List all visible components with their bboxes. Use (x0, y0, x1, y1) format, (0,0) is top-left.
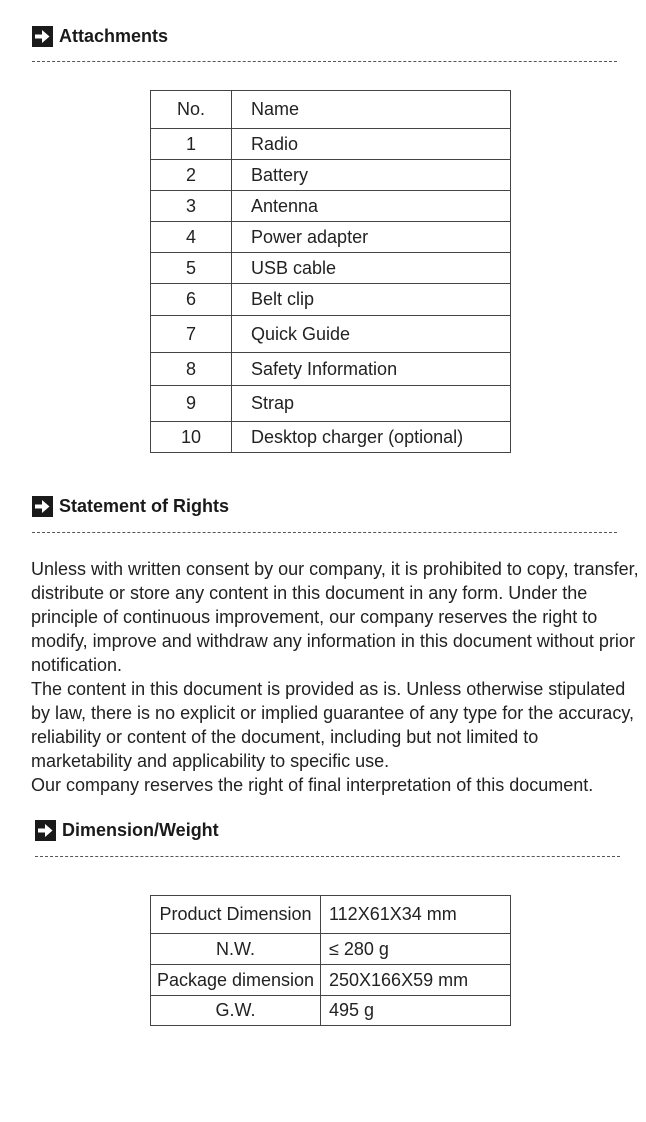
row-name: Power adapter (232, 222, 511, 253)
attachments-table (150, 90, 511, 453)
attachments-heading (32, 26, 168, 47)
row-number: 10 (151, 422, 232, 453)
section-title: Attachments (59, 26, 169, 46)
rights-paragraph: The content in this document is provided as is. Unless otherwise stipulated by law, there is no explicit or implied guarantee of any type for the accuracy, reliability or content of the document, including but not limited to marketability and applicability to specific use. (31, 679, 634, 771)
table-row (151, 996, 511, 1026)
row-name: Battery (232, 160, 511, 191)
arrow-right-icon (32, 26, 53, 47)
row-number: 4 (151, 222, 232, 253)
rights-statement (31, 557, 641, 797)
spec-label: G.W. (151, 996, 321, 1026)
row-name: Radio (232, 129, 511, 160)
arrow-right-icon (35, 820, 56, 841)
row-number: 1 (151, 129, 232, 160)
table-row (151, 129, 511, 160)
rights-paragraph: Unless with written consent by our company, it is prohibited to copy, transfer, distribute or store any content in this document in any form. Under the principle of continuous improvement, our company reserves the right to modify, improve and withdraw any information in this document without prior notification. (31, 559, 639, 675)
dashed-divider (35, 856, 620, 857)
section-title: Dimension/Weight (62, 820, 219, 840)
table-header-row (151, 91, 511, 129)
column-header-name: Name (232, 91, 511, 129)
table-row (151, 253, 511, 284)
table-row (151, 160, 511, 191)
column-header-no: No. (151, 91, 232, 129)
spec-value: 112X61X34 mm (321, 896, 511, 934)
row-name: USB cable (232, 253, 511, 284)
table-row (151, 896, 511, 934)
row-name: Strap (232, 386, 511, 422)
row-number: 6 (151, 284, 232, 316)
row-name: Safety Information (232, 353, 511, 386)
row-name: Antenna (232, 191, 511, 222)
row-number: 2 (151, 160, 232, 191)
row-number: 5 (151, 253, 232, 284)
arrow-right-icon (32, 496, 53, 517)
dimension-weight-table (150, 895, 511, 1026)
row-number: 3 (151, 191, 232, 222)
spec-value: 495 g (321, 996, 511, 1026)
table-row (151, 284, 511, 316)
table-row (151, 934, 511, 965)
table-row (151, 386, 511, 422)
table-row (151, 191, 511, 222)
section-title: Statement of Rights (59, 496, 230, 516)
table-row (151, 222, 511, 253)
row-name: Quick Guide (232, 316, 511, 353)
row-name: Belt clip (232, 284, 511, 316)
table-row (151, 316, 511, 353)
spec-label: Package dimension (151, 965, 321, 996)
dashed-divider (32, 61, 617, 62)
row-number: 8 (151, 353, 232, 386)
row-name: Desktop charger (optional) (232, 422, 511, 453)
row-number: 9 (151, 386, 232, 422)
dimension-heading (35, 820, 219, 841)
dashed-divider (32, 532, 617, 533)
spec-label: N.W. (151, 934, 321, 965)
row-number: 7 (151, 316, 232, 353)
spec-value: 250X166X59 mm (321, 965, 511, 996)
table-row (151, 353, 511, 386)
rights-paragraph: Our company reserves the right of final interpretation of this document. (31, 775, 594, 795)
spec-value: ≤ 280 g (321, 934, 511, 965)
spec-label: Product Dimension (151, 896, 321, 934)
rights-heading (32, 496, 229, 517)
table-row (151, 965, 511, 996)
table-row (151, 422, 511, 453)
